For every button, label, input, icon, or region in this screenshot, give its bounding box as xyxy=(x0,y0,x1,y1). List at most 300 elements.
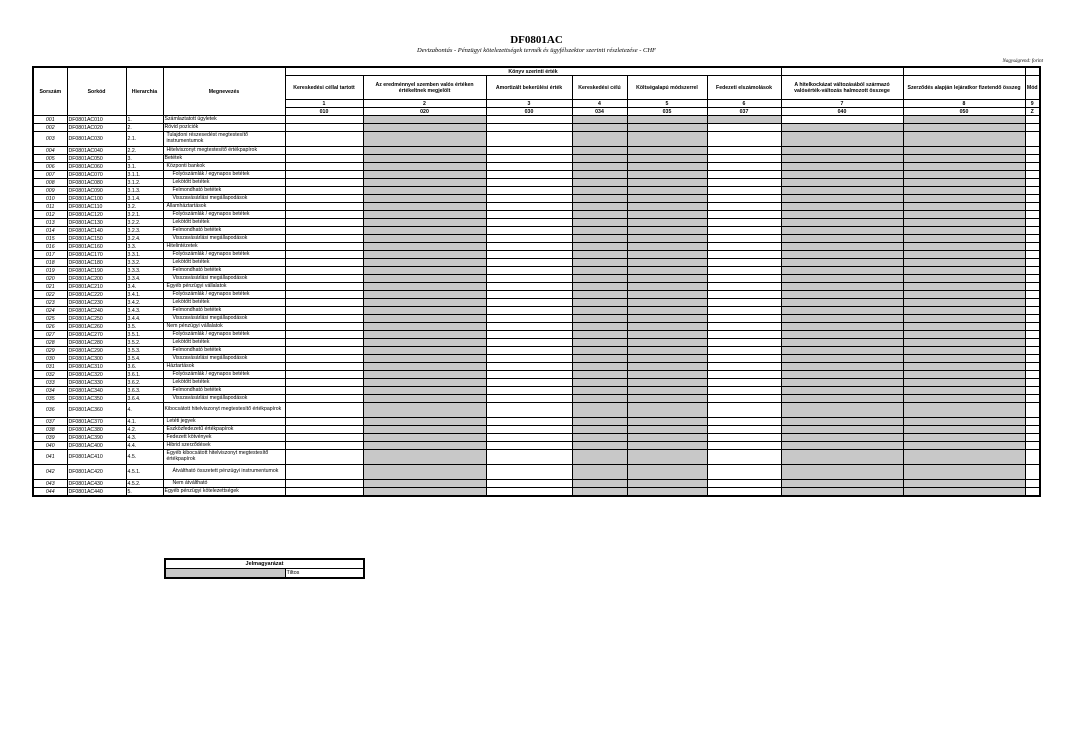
column-code: 020 xyxy=(363,108,486,116)
value-cell xyxy=(903,434,1025,442)
row-sorszam: 002 xyxy=(33,124,67,132)
value-cell xyxy=(903,347,1025,355)
value-cell xyxy=(486,315,572,323)
row-megnevezes: Lekötött betétek xyxy=(163,379,285,387)
value-cell xyxy=(363,227,486,235)
legend-label: Tiltos xyxy=(285,569,364,579)
value-cell xyxy=(707,259,781,267)
value-cell xyxy=(486,371,572,379)
value-cell xyxy=(903,259,1025,267)
value-cell xyxy=(363,124,486,132)
value-cell xyxy=(285,283,363,291)
value-cell xyxy=(363,395,486,403)
value-cell xyxy=(486,355,572,363)
value-cell xyxy=(627,283,707,291)
value-cell xyxy=(707,323,781,331)
header-sorszam: Sorszám xyxy=(33,67,67,116)
value-cell xyxy=(781,179,903,187)
row-sorkod: DF0801AC050 xyxy=(67,155,126,163)
value-cell xyxy=(627,259,707,267)
value-cell xyxy=(707,227,781,235)
value-cell xyxy=(781,465,903,480)
value-cell xyxy=(903,315,1025,323)
row-megnevezes: Visszavásárlási megállapodások xyxy=(163,315,285,323)
value-cell xyxy=(781,132,903,147)
value-cell xyxy=(627,315,707,323)
value-cell xyxy=(285,339,363,347)
value-cell xyxy=(707,219,781,227)
value-cell xyxy=(1025,426,1040,434)
value-cell xyxy=(572,371,627,379)
value-cell xyxy=(486,418,572,426)
value-cell xyxy=(627,124,707,132)
value-cell xyxy=(486,426,572,434)
value-cell xyxy=(486,403,572,418)
value-cell xyxy=(363,371,486,379)
row-megnevezes: Felmondható betétek xyxy=(163,347,285,355)
row-hierarchia: 3.5. xyxy=(126,323,163,331)
value-cell xyxy=(363,267,486,275)
row-sorkod: DF0801AC300 xyxy=(67,355,126,363)
table-row xyxy=(33,211,1040,219)
header-mod: Mód xyxy=(1025,76,1040,100)
value-cell xyxy=(486,387,572,395)
value-cell xyxy=(781,307,903,315)
column-number: 2 xyxy=(363,100,486,108)
value-cell xyxy=(903,395,1025,403)
table-row xyxy=(33,465,1040,480)
row-sorszam: 030 xyxy=(33,355,67,363)
row-hierarchia: 3.1.4. xyxy=(126,195,163,203)
row-megnevezes: Átváltható összetett pénzügyi instrumentumok xyxy=(163,465,285,480)
value-cell xyxy=(1025,187,1040,195)
value-cell xyxy=(486,251,572,259)
value-cell xyxy=(363,179,486,187)
row-sorszam: 010 xyxy=(33,195,67,203)
value-cell xyxy=(903,267,1025,275)
row-sorkod: DF0801AC250 xyxy=(67,315,126,323)
row-megnevezes: Államháztartások xyxy=(163,203,285,211)
row-megnevezes: Háztartások xyxy=(163,363,285,371)
row-hierarchia: 2. xyxy=(126,124,163,132)
value-cell xyxy=(1025,465,1040,480)
value-cell xyxy=(363,387,486,395)
value-cell xyxy=(285,259,363,267)
value-cell xyxy=(572,347,627,355)
column-code: 037 xyxy=(707,108,781,116)
value-cell xyxy=(707,450,781,465)
value-cell xyxy=(781,363,903,371)
row-megnevezes: Folyószámlák / egynapos betétek xyxy=(163,251,285,259)
value-cell xyxy=(572,331,627,339)
value-cell xyxy=(486,299,572,307)
row-sorkod: DF0801AC070 xyxy=(67,171,126,179)
value-cell xyxy=(486,379,572,387)
row-sorkod: DF0801AC170 xyxy=(67,251,126,259)
column-number: 7 xyxy=(781,100,903,108)
row-hierarchia: 3.3. xyxy=(126,243,163,251)
value-cell xyxy=(903,323,1025,331)
value-cell xyxy=(285,219,363,227)
value-cell xyxy=(572,147,627,155)
row-sorszam: 026 xyxy=(33,323,67,331)
value-cell xyxy=(781,275,903,283)
table-row xyxy=(33,147,1040,155)
value-cell xyxy=(486,235,572,243)
row-hierarchia: 3.2.4. xyxy=(126,235,163,243)
value-cell xyxy=(781,235,903,243)
table-row xyxy=(33,307,1040,315)
column-code: 030 xyxy=(486,108,572,116)
row-megnevezes: Hibrid szerződések xyxy=(163,442,285,450)
row-megnevezes: Központi bankok xyxy=(163,163,285,171)
value-cell xyxy=(572,155,627,163)
row-hierarchia: 3.2.2. xyxy=(126,219,163,227)
table-row xyxy=(33,323,1040,331)
table-row xyxy=(33,251,1040,259)
value-cell xyxy=(1025,395,1040,403)
column-number: 5 xyxy=(627,100,707,108)
value-cell xyxy=(572,124,627,132)
value-cell xyxy=(903,339,1025,347)
value-cell xyxy=(1025,132,1040,147)
value-cell xyxy=(363,116,486,124)
value-cell xyxy=(572,323,627,331)
row-sorkod: DF0801AC220 xyxy=(67,291,126,299)
row-hierarchia: 4.3. xyxy=(126,434,163,442)
column-number: 9 xyxy=(1025,100,1040,108)
row-sorszam: 027 xyxy=(33,331,67,339)
value-cell xyxy=(1025,227,1040,235)
value-cell xyxy=(707,488,781,497)
value-cell xyxy=(1025,195,1040,203)
value-cell xyxy=(486,243,572,251)
value-cell xyxy=(572,251,627,259)
value-cell xyxy=(285,323,363,331)
row-hierarchia: 3.2. xyxy=(126,203,163,211)
row-hierarchia: 5. xyxy=(126,488,163,497)
row-sorkod: DF0801AC160 xyxy=(67,243,126,251)
row-sorkod: DF0801AC130 xyxy=(67,219,126,227)
row-sorkod: DF0801AC230 xyxy=(67,299,126,307)
row-megnevezes: Kibocsátott hitelviszonyt megtestesítő értékpapírok xyxy=(163,403,285,418)
value-cell xyxy=(363,195,486,203)
value-cell xyxy=(285,465,363,480)
value-cell xyxy=(707,171,781,179)
row-megnevezes: Visszavásárlási megállapodások xyxy=(163,275,285,283)
table-row xyxy=(33,219,1040,227)
value-cell xyxy=(363,307,486,315)
row-sorkod: DF0801AC240 xyxy=(67,307,126,315)
value-cell xyxy=(781,203,903,211)
row-sorkod: DF0801AC430 xyxy=(67,480,126,488)
value-cell xyxy=(707,195,781,203)
column-label: Az eredménnyel szemben valós értéken értékeltnek megjelölt xyxy=(363,76,486,100)
column-number: 3 xyxy=(486,100,572,108)
row-hierarchia: 3.4.2. xyxy=(126,299,163,307)
value-cell xyxy=(903,155,1025,163)
value-cell xyxy=(486,465,572,480)
column-code: 040 xyxy=(781,108,903,116)
value-cell xyxy=(486,434,572,442)
table-row xyxy=(33,450,1040,465)
column-label: Költségalapú módszerrel xyxy=(627,76,707,100)
value-cell xyxy=(707,251,781,259)
value-cell xyxy=(781,434,903,442)
value-cell xyxy=(1025,163,1040,171)
row-sorkod: DF0801AC110 xyxy=(67,203,126,211)
row-megnevezes: Tulajdoni részesedést megtestesítő instrumentumok xyxy=(163,132,285,147)
value-cell xyxy=(572,480,627,488)
value-cell xyxy=(707,163,781,171)
row-megnevezes: Folyószámlák / egynapos betétek xyxy=(163,291,285,299)
value-cell xyxy=(781,267,903,275)
row-megnevezes: Folyószámlák / egynapos betétek xyxy=(163,371,285,379)
row-sorkod: DF0801AC440 xyxy=(67,488,126,497)
row-sorkod: DF0801AC210 xyxy=(67,283,126,291)
value-cell xyxy=(486,283,572,291)
table-row xyxy=(33,227,1040,235)
row-sorkod: DF0801AC410 xyxy=(67,450,126,465)
row-sorszam: 007 xyxy=(33,171,67,179)
value-cell xyxy=(627,211,707,219)
row-hierarchia: 3.3.1. xyxy=(126,251,163,259)
row-sorkod: DF0801AC100 xyxy=(67,195,126,203)
value-cell xyxy=(627,442,707,450)
value-cell xyxy=(781,403,903,418)
row-sorkod: DF0801AC120 xyxy=(67,211,126,219)
table-body xyxy=(33,67,1040,496)
row-megnevezes: Visszavásárlási megállapodások xyxy=(163,355,285,363)
header-blank xyxy=(903,67,1025,76)
value-cell xyxy=(363,465,486,480)
value-cell xyxy=(1025,179,1040,187)
value-cell xyxy=(781,418,903,426)
value-cell xyxy=(903,235,1025,243)
value-cell xyxy=(903,163,1025,171)
value-cell xyxy=(572,291,627,299)
value-cell xyxy=(572,243,627,251)
table-row xyxy=(33,434,1040,442)
value-cell xyxy=(707,418,781,426)
value-cell xyxy=(486,331,572,339)
table-row xyxy=(33,387,1040,395)
value-cell xyxy=(285,227,363,235)
value-cell xyxy=(1025,323,1040,331)
value-cell xyxy=(781,426,903,434)
value-cell xyxy=(903,387,1025,395)
value-cell xyxy=(285,124,363,132)
row-sorkod: DF0801AC150 xyxy=(67,235,126,243)
value-cell xyxy=(572,488,627,497)
row-sorszam: 006 xyxy=(33,163,67,171)
value-cell xyxy=(627,235,707,243)
value-cell xyxy=(285,387,363,395)
column-code: 050 xyxy=(903,108,1025,116)
value-cell xyxy=(285,116,363,124)
value-cell xyxy=(486,195,572,203)
row-megnevezes: Visszavásárlási megállapodások xyxy=(163,235,285,243)
column-number: 6 xyxy=(707,100,781,108)
page-subtitle: Devizabontás - Pénzügyi kötelezettségek termék és ügyfélszektor szerinti részletezése - CHF xyxy=(417,47,656,54)
table-row xyxy=(33,403,1040,418)
row-megnevezes: Visszavásárlási megállapodások xyxy=(163,195,285,203)
row-sorszam: 034 xyxy=(33,387,67,395)
row-hierarchia: 1. xyxy=(126,116,163,124)
value-cell xyxy=(627,395,707,403)
row-sorszam: 040 xyxy=(33,442,67,450)
value-cell xyxy=(486,395,572,403)
value-cell xyxy=(572,465,627,480)
column-label: Fedezeti elszámolások xyxy=(707,76,781,100)
value-cell xyxy=(627,299,707,307)
table-row xyxy=(33,379,1040,387)
value-cell xyxy=(627,195,707,203)
header-megnevezes: Megnevezés xyxy=(163,67,285,116)
row-hierarchia: 3.5.4. xyxy=(126,355,163,363)
row-megnevezes: Rövid pozíciók xyxy=(163,124,285,132)
row-sorkod: DF0801AC330 xyxy=(67,379,126,387)
row-sorkod: DF0801AC030 xyxy=(67,132,126,147)
value-cell xyxy=(781,116,903,124)
value-cell xyxy=(486,132,572,147)
value-cell xyxy=(363,339,486,347)
row-sorszam: 001 xyxy=(33,116,67,124)
value-cell xyxy=(285,147,363,155)
value-cell xyxy=(486,480,572,488)
value-cell xyxy=(627,347,707,355)
value-cell xyxy=(627,426,707,434)
value-cell xyxy=(627,251,707,259)
value-cell xyxy=(903,132,1025,147)
value-cell xyxy=(707,403,781,418)
row-hierarchia: 4. xyxy=(126,403,163,418)
value-cell xyxy=(363,299,486,307)
row-megnevezes: Lekötött betétek xyxy=(163,259,285,267)
row-megnevezes: Egyéb pénzügyi vállalatok xyxy=(163,283,285,291)
value-cell xyxy=(285,434,363,442)
row-sorkod: DF0801AC420 xyxy=(67,465,126,480)
row-sorkod: DF0801AC080 xyxy=(67,179,126,187)
row-hierarchia: 2.1. xyxy=(126,132,163,147)
value-cell xyxy=(1025,283,1040,291)
table-row xyxy=(33,426,1040,434)
value-cell xyxy=(627,331,707,339)
row-megnevezes: Egyéb pénzügyi kötelezettségek xyxy=(163,488,285,497)
value-cell xyxy=(781,379,903,387)
value-cell xyxy=(1025,331,1040,339)
value-cell xyxy=(572,387,627,395)
value-cell xyxy=(707,299,781,307)
value-cell xyxy=(486,219,572,227)
value-cell xyxy=(1025,379,1040,387)
value-cell xyxy=(903,195,1025,203)
legend-gray-swatch xyxy=(165,569,285,579)
row-sorszam: 028 xyxy=(33,339,67,347)
unit-note: Nagyságrend: forint xyxy=(1002,59,1043,64)
table-row xyxy=(33,171,1040,179)
value-cell xyxy=(903,355,1025,363)
value-cell xyxy=(363,171,486,179)
column-code: 010 xyxy=(285,108,363,116)
value-cell xyxy=(363,275,486,283)
row-hierarchia: 3.4.1. xyxy=(126,291,163,299)
value-cell xyxy=(285,395,363,403)
value-cell xyxy=(903,147,1025,155)
value-cell xyxy=(363,132,486,147)
value-cell xyxy=(1025,371,1040,379)
value-cell xyxy=(486,116,572,124)
value-cell xyxy=(781,147,903,155)
value-cell xyxy=(627,203,707,211)
table-row xyxy=(33,187,1040,195)
value-cell xyxy=(572,363,627,371)
value-cell xyxy=(1025,450,1040,465)
row-megnevezes: Hitelviszonyt megtestesítő értékpapírok xyxy=(163,147,285,155)
value-cell xyxy=(781,171,903,179)
row-hierarchia: 3.4. xyxy=(126,283,163,291)
row-sorkod: DF0801AC140 xyxy=(67,227,126,235)
value-cell xyxy=(627,155,707,163)
column-code: 034 xyxy=(572,108,627,116)
value-cell xyxy=(1025,203,1040,211)
row-sorkod: DF0801AC340 xyxy=(67,387,126,395)
value-cell xyxy=(903,291,1025,299)
value-cell xyxy=(707,187,781,195)
value-cell xyxy=(707,331,781,339)
row-sorkod: DF0801AC370 xyxy=(67,418,126,426)
value-cell xyxy=(572,171,627,179)
value-cell xyxy=(572,299,627,307)
value-cell xyxy=(627,243,707,251)
row-sorszam: 018 xyxy=(33,259,67,267)
value-cell xyxy=(363,347,486,355)
value-cell xyxy=(903,403,1025,418)
table-row xyxy=(33,132,1040,147)
table-row xyxy=(33,203,1040,211)
value-cell xyxy=(707,155,781,163)
value-cell xyxy=(707,147,781,155)
column-label: Kereskedési célú xyxy=(572,76,627,100)
value-cell xyxy=(363,315,486,323)
value-cell xyxy=(363,488,486,497)
value-cell xyxy=(903,418,1025,426)
value-cell xyxy=(1025,488,1040,497)
value-cell xyxy=(486,147,572,155)
row-sorszam: 003 xyxy=(33,132,67,147)
row-sorkod: DF0801AC320 xyxy=(67,371,126,379)
value-cell xyxy=(781,480,903,488)
row-sorkod: DF0801AC270 xyxy=(67,331,126,339)
row-sorszam: 009 xyxy=(33,187,67,195)
row-sorkod: DF0801AC200 xyxy=(67,275,126,283)
value-cell xyxy=(1025,219,1040,227)
value-cell xyxy=(1025,155,1040,163)
table-row xyxy=(33,243,1040,251)
row-hierarchia: 3.5.1. xyxy=(126,331,163,339)
value-cell xyxy=(627,434,707,442)
row-sorszam: 005 xyxy=(33,155,67,163)
row-sorkod: DF0801AC280 xyxy=(67,339,126,347)
row-megnevezes: Egyéb kibocsátott hitelviszonyt megtestesítő értékpapírok xyxy=(163,450,285,465)
row-sorszam: 044 xyxy=(33,488,67,497)
value-cell xyxy=(363,355,486,363)
value-cell xyxy=(572,283,627,291)
value-cell xyxy=(627,291,707,299)
row-megnevezes: Felmondható betétek xyxy=(163,227,285,235)
value-cell xyxy=(1025,403,1040,418)
value-cell xyxy=(707,124,781,132)
